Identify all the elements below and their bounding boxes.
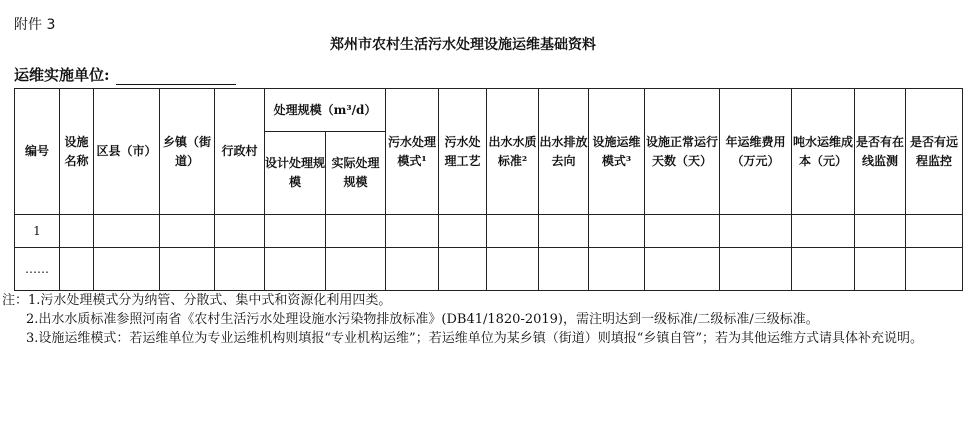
table-cell[interactable]	[60, 215, 94, 248]
table-cell[interactable]	[439, 248, 487, 291]
col-facility-name: 设施名称	[60, 89, 94, 215]
note-3: 3.设施运维模式：若运维单位为专业运维机构则填报“专业机构运维”；若运维单位为某乡镇（街道）则填报“乡镇自管”；若为其他运维方式请具体补充说明。	[26, 331, 923, 346]
table-cell[interactable]	[589, 215, 645, 248]
notes-section	[2, 291, 968, 348]
table-cell[interactable]	[326, 248, 386, 291]
table-row	[15, 248, 963, 291]
table-cell[interactable]	[487, 248, 539, 291]
note-2: 2.出水水质标准参照河南省《农村生活污水处理设施水污染物排放标准》(DB41/1820-2019)，需注明达到一级标准/二级标准/三级标准。	[26, 312, 819, 327]
col-actual-scale: 实际处理规模	[326, 132, 386, 215]
table-cell[interactable]	[720, 215, 792, 248]
table-cell[interactable]	[60, 248, 94, 291]
table-cell[interactable]	[215, 215, 265, 248]
table-cell[interactable]	[855, 248, 906, 291]
col-online-monitor: 是否有在线监测	[855, 89, 906, 215]
row-number: ……	[15, 248, 60, 291]
col-running-days: 设施正常运行天数（天）	[645, 89, 720, 215]
table-cell[interactable]	[906, 248, 963, 291]
col-discharge: 出水排放去向	[539, 89, 589, 215]
col-town: 乡镇（街道）	[160, 89, 215, 215]
table-cell[interactable]	[215, 248, 265, 291]
col-scale-group: 处理规模（m³/d）	[265, 89, 386, 132]
table-cell[interactable]	[265, 248, 326, 291]
table-cell[interactable]	[645, 248, 720, 291]
table-cell[interactable]	[94, 248, 160, 291]
col-design-scale: 设计处理规模	[265, 132, 326, 215]
unit-label: 运维实施单位:	[14, 66, 110, 84]
note-1: 注：1.污水处理模式分为纳管、分散式、集中式和资源化利用四类。	[2, 293, 392, 308]
table-cell[interactable]	[439, 215, 487, 248]
table-cell[interactable]	[487, 215, 539, 248]
table-cell[interactable]	[645, 215, 720, 248]
document-title: 郑州市农村生活污水处理设施运维基础资料	[330, 37, 596, 53]
col-treatment-mode: 污水处理模式¹	[386, 89, 439, 215]
col-process: 污水处理工艺	[439, 89, 487, 215]
table-cell[interactable]	[906, 215, 963, 248]
table-cell[interactable]	[386, 215, 439, 248]
table-cell[interactable]	[386, 248, 439, 291]
table-cell[interactable]	[589, 248, 645, 291]
col-effluent-standard: 出水水质标准²	[487, 89, 539, 215]
col-cost-per-ton: 吨水运维成本（元）	[792, 89, 855, 215]
table-cell[interactable]	[326, 215, 386, 248]
table-cell[interactable]	[539, 248, 589, 291]
unit-field	[14, 64, 236, 85]
col-number: 编号	[15, 89, 60, 215]
col-om-mode: 设施运维模式³	[589, 89, 645, 215]
row-number: 1	[15, 215, 60, 248]
table-cell[interactable]	[792, 248, 855, 291]
unit-blank-line[interactable]	[116, 70, 236, 85]
col-annual-fee: 年运维费用（万元）	[720, 89, 792, 215]
table-cell[interactable]	[792, 215, 855, 248]
attachment-label: 附件 3	[14, 17, 56, 33]
table-cell[interactable]	[94, 215, 160, 248]
col-district: 区县（市）	[94, 89, 160, 215]
col-remote-control: 是否有远程监控	[906, 89, 963, 215]
table-row	[15, 215, 963, 248]
table-cell[interactable]	[539, 215, 589, 248]
header-row-1	[15, 89, 963, 132]
table-cell[interactable]	[160, 215, 215, 248]
data-table	[14, 88, 963, 291]
table-cell[interactable]	[160, 248, 215, 291]
table-cell[interactable]	[265, 215, 326, 248]
table-cell[interactable]	[855, 215, 906, 248]
table-cell[interactable]	[720, 248, 792, 291]
col-village: 行政村	[215, 89, 265, 215]
